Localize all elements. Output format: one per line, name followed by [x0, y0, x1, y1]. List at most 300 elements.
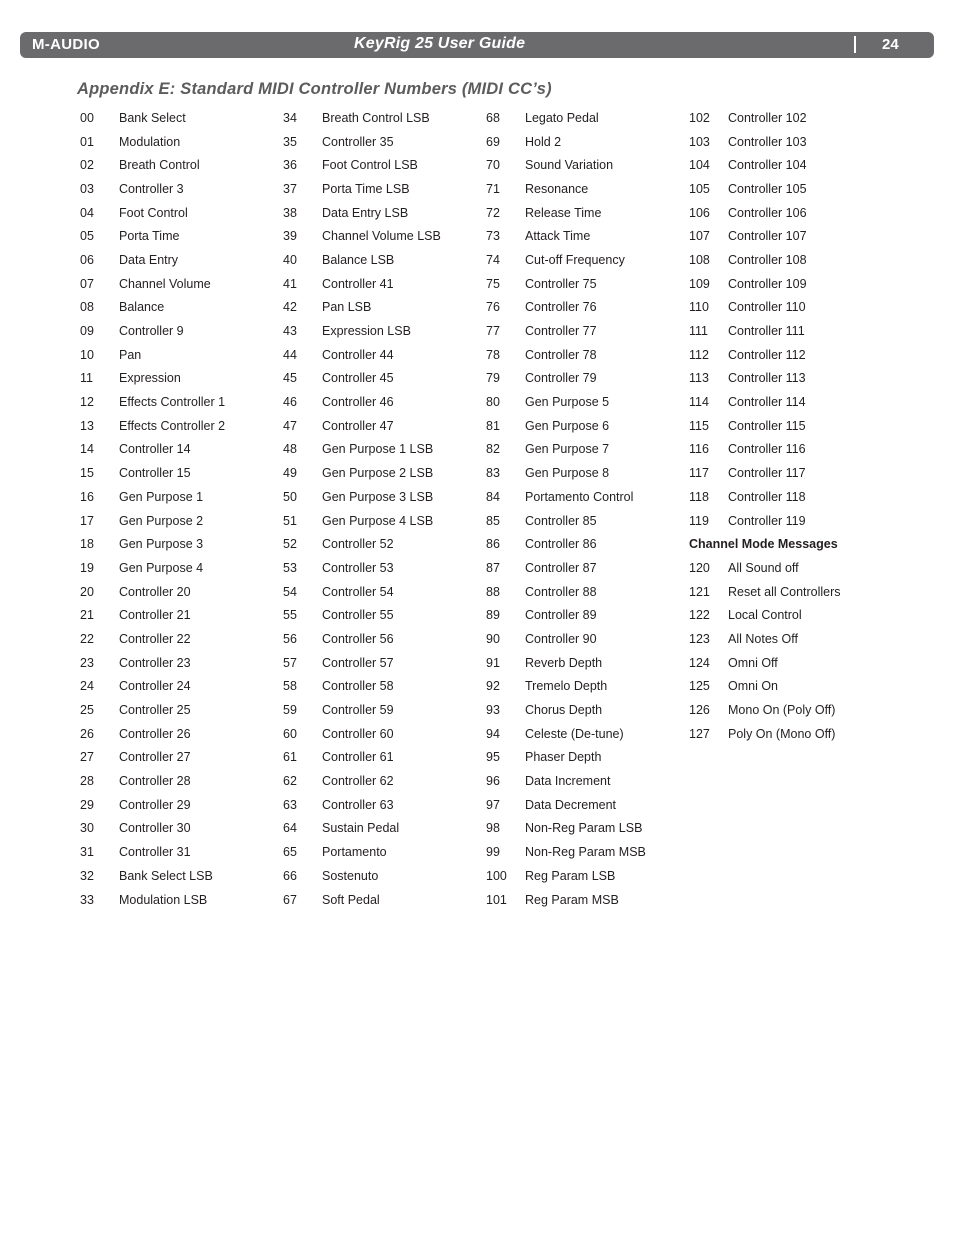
controller-number: 112 [689, 347, 709, 362]
controller-name: Legato Pedal [525, 110, 599, 125]
controller-name: Controller 57 [322, 655, 394, 670]
controller-number: 16 [80, 489, 94, 504]
controller-row [689, 556, 889, 580]
controller-row [486, 793, 686, 817]
controller-number: 102 [689, 110, 710, 125]
controller-row [80, 864, 280, 888]
controller-number: 74 [486, 252, 500, 267]
controller-row [80, 438, 280, 462]
controller-name: Bank Select [119, 110, 186, 125]
controller-row [80, 201, 280, 225]
controller-row [80, 153, 280, 177]
controller-name: Gen Purpose 7 [525, 442, 610, 457]
controller-number: 42 [283, 300, 297, 315]
controller-name: Controller 87 [525, 560, 597, 575]
brand-logo: M-AUDIO [32, 36, 100, 53]
controller-number: 45 [283, 371, 297, 386]
controller-number: 124 [689, 655, 710, 670]
controller-number: 60 [283, 726, 297, 741]
controller-row [80, 272, 280, 296]
controller-name: Controller 56 [322, 631, 394, 646]
controller-number: 83 [486, 466, 500, 481]
controller-number: 11 [80, 371, 93, 386]
controller-name: Controller 63 [322, 797, 394, 812]
controller-row [486, 153, 686, 177]
controller-number: 87 [486, 560, 500, 575]
controller-row [486, 201, 686, 225]
controller-number: 02 [80, 158, 94, 173]
controller-row [80, 888, 280, 912]
controller-name: Controller 55 [322, 608, 394, 623]
controller-number: 39 [283, 229, 297, 244]
controller-row [283, 343, 483, 367]
controller-row [689, 343, 889, 367]
controller-number: 104 [689, 158, 710, 173]
controller-row [80, 248, 280, 272]
controller-row [283, 840, 483, 864]
controller-name: Gen Purpose 3 [119, 537, 204, 552]
controller-number: 50 [283, 489, 297, 504]
controller-number: 113 [689, 371, 709, 386]
controller-number: 26 [80, 726, 94, 741]
controller-name: Gen Purpose 8 [525, 466, 610, 481]
controller-number: 91 [486, 655, 500, 670]
controller-row [80, 343, 280, 367]
controller-row [689, 580, 889, 604]
section-subheading [689, 532, 889, 556]
controller-row [283, 675, 483, 699]
controller-name: Controller 3 [119, 181, 184, 196]
controller-number: 54 [283, 584, 297, 599]
controller-number: 82 [486, 442, 500, 457]
controller-column-1 [80, 106, 280, 911]
controller-number: 92 [486, 679, 500, 694]
controller-number: 13 [80, 418, 94, 433]
controller-row [283, 201, 483, 225]
controller-name: Non-Reg Param MSB [525, 845, 646, 860]
controller-row [80, 532, 280, 556]
controller-number: 86 [486, 537, 500, 552]
controller-number: 04 [80, 205, 94, 220]
controller-row [283, 532, 483, 556]
controller-name: Controller 105 [728, 181, 807, 196]
controller-row [283, 580, 483, 604]
controller-row [80, 461, 280, 485]
controller-number: 77 [486, 324, 500, 339]
controller-row [486, 580, 686, 604]
controller-name: Sound Variation [525, 158, 614, 173]
controller-name: Expression [119, 371, 181, 386]
controller-column-4 [689, 106, 889, 746]
controller-number: 127 [689, 726, 710, 741]
channel-mode-heading: Channel Mode Messages [689, 537, 838, 552]
controller-row [283, 106, 483, 130]
controller-number: 05 [80, 229, 94, 244]
controller-name: Mono On (Poly Off) [728, 703, 836, 718]
controller-number: 81 [486, 418, 500, 433]
controller-name: Controller 88 [525, 584, 597, 599]
controller-row [486, 627, 686, 651]
controller-name: Controller 41 [322, 276, 394, 291]
controller-name: Non-Reg Param LSB [525, 821, 643, 836]
controller-number: 14 [80, 442, 94, 457]
controller-number: 117 [689, 466, 709, 481]
controller-row [283, 864, 483, 888]
controller-row [689, 627, 889, 651]
controller-number: 23 [80, 655, 94, 670]
controller-number: 06 [80, 252, 94, 267]
controller-number: 36 [283, 158, 297, 173]
controller-name: Soft Pedal [322, 892, 380, 907]
controller-number: 32 [80, 868, 94, 883]
controller-name: Gen Purpose 4 [119, 560, 204, 575]
controller-row [689, 106, 889, 130]
appendix-title: Appendix E: Standard MIDI Controller Numbers (MIDI CC’s) [77, 80, 552, 98]
controller-number: 38 [283, 205, 297, 220]
controller-name: Omni Off [728, 655, 778, 670]
controller-number: 125 [689, 679, 710, 694]
controller-row [486, 817, 686, 841]
controller-number: 43 [283, 324, 297, 339]
controller-row [689, 367, 889, 391]
controller-row [283, 130, 483, 154]
controller-row [283, 485, 483, 509]
header-divider [854, 36, 856, 53]
controller-name: Cut-off Frequency [525, 252, 625, 267]
controller-name: Controller 90 [525, 631, 597, 646]
controller-row [689, 153, 889, 177]
controller-name: Reset all Controllers [728, 584, 841, 599]
controller-number: 08 [80, 300, 94, 315]
controller-number: 66 [283, 868, 297, 883]
controller-name: Tremelo Depth [525, 679, 608, 694]
controller-name: Controller 9 [119, 324, 184, 339]
controller-row [283, 390, 483, 414]
controller-name: Controller 89 [525, 608, 597, 623]
controller-number: 111 [689, 324, 709, 339]
controller-row [80, 319, 280, 343]
controller-number: 90 [486, 631, 500, 646]
controller-number: 25 [80, 703, 94, 718]
controller-number: 97 [486, 797, 500, 812]
controller-name: Controller 76 [525, 300, 597, 315]
controller-name: Controller 61 [322, 750, 394, 765]
controller-number: 120 [689, 560, 710, 575]
controller-number: 89 [486, 608, 500, 623]
controller-row [486, 485, 686, 509]
controller-name: Gen Purpose 6 [525, 418, 610, 433]
controller-name: Controller 78 [525, 347, 597, 362]
controller-number: 30 [80, 821, 94, 836]
controller-number: 28 [80, 774, 94, 789]
controller-number: 55 [283, 608, 297, 623]
controller-name: Omni On [728, 679, 779, 694]
controller-name: Gen Purpose 1 LSB [322, 442, 434, 457]
controller-row [486, 675, 686, 699]
controller-number: 22 [80, 631, 94, 646]
controller-number: 57 [283, 655, 297, 670]
controller-number: 100 [486, 868, 507, 883]
controller-name: Controller 24 [119, 679, 191, 694]
controller-number: 33 [80, 892, 94, 907]
controller-row [283, 296, 483, 320]
controller-row [283, 888, 483, 912]
controller-row [80, 627, 280, 651]
controller-name: Data Decrement [525, 797, 617, 812]
controller-name: Effects Controller 1 [119, 395, 226, 410]
controller-name: Controller 30 [119, 821, 191, 836]
controller-row [283, 248, 483, 272]
controller-row [80, 675, 280, 699]
controller-name: Controller 113 [728, 371, 806, 386]
controller-row [486, 888, 686, 912]
controller-name: Controller 54 [322, 584, 394, 599]
controller-row [80, 224, 280, 248]
controller-row [486, 177, 686, 201]
controller-row [80, 698, 280, 722]
controller-number: 94 [486, 726, 500, 741]
controller-name: Controller 85 [525, 513, 597, 528]
controller-number: 101 [486, 892, 507, 907]
controller-name: Controller 111 [728, 324, 805, 339]
controller-name: Controller 59 [322, 703, 394, 718]
controller-name: Breath Control [119, 158, 200, 173]
controller-row [283, 722, 483, 746]
controller-name: Bank Select LSB [119, 868, 213, 883]
controller-column-3 [486, 106, 686, 911]
controller-number: 71 [486, 181, 500, 196]
controller-name: Phaser Depth [525, 750, 602, 765]
controller-number: 84 [486, 489, 500, 504]
controller-number: 17 [80, 513, 94, 528]
controller-name: Controller 15 [119, 466, 191, 481]
controller-row [689, 390, 889, 414]
controller-number: 78 [486, 347, 500, 362]
controller-name: Controller 45 [322, 371, 394, 386]
controller-name: Controller 115 [728, 418, 806, 433]
controller-number: 46 [283, 395, 297, 410]
controller-name: Gen Purpose 2 LSB [322, 466, 434, 481]
controller-number: 76 [486, 300, 500, 315]
controller-name: Gen Purpose 4 LSB [322, 513, 434, 528]
controller-number: 96 [486, 774, 500, 789]
controller-name: Controller 27 [119, 750, 191, 765]
controller-name: Controller 52 [322, 537, 394, 552]
controller-number: 00 [80, 110, 94, 125]
controller-row [486, 769, 686, 793]
controller-name: Controller 22 [119, 631, 191, 646]
controller-row [486, 367, 686, 391]
controller-row [80, 556, 280, 580]
controller-name: All Sound off [728, 560, 799, 575]
page-number: 24 [882, 36, 899, 53]
controller-name: Data Increment [525, 774, 611, 789]
controller-row [80, 651, 280, 675]
controller-name: Hold 2 [525, 134, 562, 149]
controller-number: 119 [689, 513, 709, 528]
controller-row [486, 414, 686, 438]
controller-column-2 [283, 106, 483, 911]
controller-name: Reverb Depth [525, 655, 603, 670]
controller-row [283, 627, 483, 651]
controller-name: Foot Control LSB [322, 158, 418, 173]
controller-number: 24 [80, 679, 94, 694]
controller-name: Balance LSB [322, 252, 395, 267]
controller-name: Data Entry [119, 252, 179, 267]
controller-row [486, 840, 686, 864]
controller-row [486, 224, 686, 248]
controller-number: 85 [486, 513, 500, 528]
controller-row [283, 367, 483, 391]
controller-number: 69 [486, 134, 500, 149]
controller-row [283, 651, 483, 675]
controller-row [689, 698, 889, 722]
controller-name: Attack Time [525, 229, 591, 244]
controller-name: Channel Volume LSB [322, 229, 441, 244]
controller-row [486, 698, 686, 722]
controller-name: Controller 28 [119, 774, 191, 789]
controller-name: All Notes Off [728, 631, 798, 646]
controller-number: 07 [80, 276, 94, 291]
controller-row [486, 272, 686, 296]
controller-row [80, 746, 280, 770]
controller-name: Controller 26 [119, 726, 191, 741]
controller-row [689, 130, 889, 154]
controller-number: 105 [689, 181, 710, 196]
controller-row [486, 722, 686, 746]
controller-row [283, 769, 483, 793]
controller-row [689, 248, 889, 272]
controller-row [283, 556, 483, 580]
controller-number: 01 [80, 134, 94, 149]
controller-number: 41 [283, 276, 297, 291]
controller-number: 62 [283, 774, 297, 789]
controller-row [689, 461, 889, 485]
controller-row [80, 722, 280, 746]
controller-number: 75 [486, 276, 500, 291]
controller-row [689, 675, 889, 699]
controller-number: 106 [689, 205, 710, 220]
controller-name: Breath Control LSB [322, 110, 430, 125]
controller-number: 67 [283, 892, 297, 907]
controller-row [689, 485, 889, 509]
controller-row [486, 130, 686, 154]
controller-number: 12 [80, 395, 94, 410]
controller-row [486, 864, 686, 888]
controller-row [486, 509, 686, 533]
controller-row [80, 414, 280, 438]
controller-name: Controller 31 [119, 845, 191, 860]
controller-name: Controller 25 [119, 703, 191, 718]
controller-name: Gen Purpose 5 [525, 395, 610, 410]
controller-row [689, 722, 889, 746]
controller-number: 95 [486, 750, 500, 765]
controller-row [80, 817, 280, 841]
controller-name: Pan LSB [322, 300, 372, 315]
controller-row [283, 509, 483, 533]
controller-number: 118 [689, 489, 709, 504]
controller-number: 121 [689, 584, 710, 599]
controller-row [80, 296, 280, 320]
controller-name: Gen Purpose 2 [119, 513, 204, 528]
controller-row [283, 461, 483, 485]
controller-number: 37 [283, 181, 297, 196]
controller-row [80, 177, 280, 201]
controller-name: Controller 112 [728, 347, 806, 362]
controller-name: Gen Purpose 1 [119, 489, 204, 504]
controller-name: Foot Control [119, 205, 188, 220]
controller-row [80, 840, 280, 864]
controller-name: Controller 62 [322, 774, 394, 789]
controller-number: 34 [283, 110, 297, 125]
controller-name: Controller 118 [728, 489, 806, 504]
controller-number: 56 [283, 631, 297, 646]
controller-name: Controller 35 [322, 134, 394, 149]
controller-row [689, 201, 889, 225]
controller-number: 110 [689, 300, 709, 315]
controller-name: Gen Purpose 3 LSB [322, 489, 434, 504]
controller-number: 88 [486, 584, 500, 599]
controller-row [486, 651, 686, 675]
controller-number: 40 [283, 252, 297, 267]
controller-name: Sostenuto [322, 868, 379, 883]
controller-row [486, 319, 686, 343]
controller-name: Controller 110 [728, 300, 806, 315]
controller-name: Local Control [728, 608, 802, 623]
controller-name: Controller 46 [322, 395, 394, 410]
controller-number: 122 [689, 608, 710, 623]
controller-name: Controller 47 [322, 418, 394, 433]
controller-name: Celeste (De-tune) [525, 726, 624, 741]
controller-number: 44 [283, 347, 297, 362]
controller-name: Controller 107 [728, 229, 807, 244]
controller-row [486, 603, 686, 627]
controller-number: 103 [689, 134, 710, 149]
controller-name: Controller 58 [322, 679, 394, 694]
controller-number: 35 [283, 134, 297, 149]
controller-row [486, 248, 686, 272]
controller-name: Reg Param LSB [525, 868, 616, 883]
controller-row [283, 793, 483, 817]
controller-name: Controller 86 [525, 537, 597, 552]
controller-number: 115 [689, 418, 709, 433]
controller-name: Balance [119, 300, 165, 315]
controller-number: 123 [689, 631, 710, 646]
controller-name: Controller 21 [119, 608, 191, 623]
controller-row [689, 651, 889, 675]
controller-number: 61 [283, 750, 297, 765]
controller-name: Chorus Depth [525, 703, 603, 718]
controller-number: 64 [283, 821, 297, 836]
controller-name: Porta Time LSB [322, 181, 410, 196]
controller-number: 31 [80, 845, 94, 860]
controller-number: 99 [486, 845, 500, 860]
controller-name: Pan [119, 347, 142, 362]
controller-name: Controller 102 [728, 110, 807, 125]
controller-row [689, 414, 889, 438]
controller-name: Reg Param MSB [525, 892, 619, 907]
controller-row [689, 296, 889, 320]
controller-row [283, 438, 483, 462]
controller-name: Controller 53 [322, 560, 394, 575]
controller-row [80, 580, 280, 604]
controller-row [80, 390, 280, 414]
controller-name: Controller 44 [322, 347, 394, 362]
controller-row [80, 793, 280, 817]
controller-name: Controller 60 [322, 726, 394, 741]
controller-name: Controller 108 [728, 252, 807, 267]
controller-number: 116 [689, 442, 709, 457]
